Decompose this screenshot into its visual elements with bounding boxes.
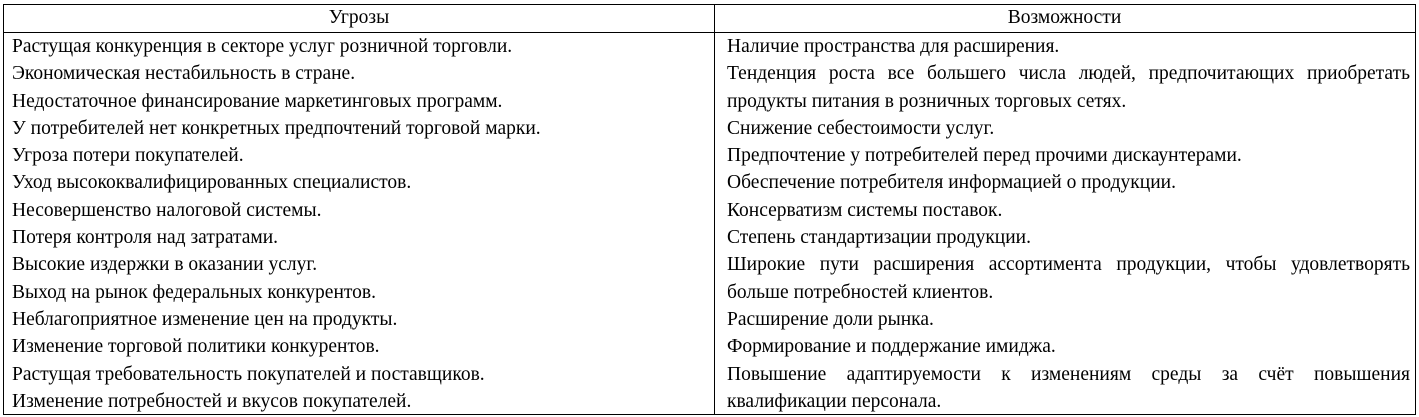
opportunity-item: Формирование и поддержание имиджа. (727, 336, 1056, 358)
threat-item: Недостаточное финансирование маркетинговых программ. (12, 90, 503, 112)
opportunity-item: Консерватизм системы поставок. (727, 199, 1003, 221)
threat-item: Угроза потери покупателей. (12, 145, 244, 167)
threat-item: Растущая требовательность покупателей и поставщиков. (12, 363, 485, 385)
opportunities-column (715, 33, 1415, 414)
threat-item: Выход на рынок федеральных конкурентов. (12, 281, 376, 303)
opportunity-item: Широкие пути расширения ассортимента продукции, чтобы удовлетворять больше потребностей клиентов. (727, 254, 1410, 303)
opportunity-item: Обеспечение потребителя информацией о продукции. (727, 172, 1176, 194)
opportunity-item: Предпочтение у потребителей перед прочими дискаунтерами. (727, 145, 1242, 167)
threats-column (4, 33, 714, 414)
opportunity-item: Степень стандартизации продукции. (727, 227, 1031, 249)
threat-item: Растущая конкуренция в секторе услуг розничной торговли. (12, 36, 513, 57)
threat-item: Изменение торговой политики конкурентов. (12, 336, 380, 358)
threat-item: У потребителей нет конкретных предпочтений торговой марки. (12, 117, 541, 139)
opportunity-item: Наличие пространства для расширения. (727, 36, 1060, 57)
threat-item: Потеря контроля над затратами. (12, 227, 279, 249)
opportunity-item: Тенденция роста все большего числа людей, предпочитающих приобретать продукты питания в розничных торговых сетях. (727, 63, 1410, 112)
threats-header: Угрозы (328, 7, 390, 28)
threat-item: Высокие издержки в оказании услуг. (12, 254, 318, 276)
opportunity-item: Повышение адаптируемости к изменениям среды за счёт повышения квалификации персонала. (727, 363, 1410, 412)
opportunities-header: Возможности (1007, 7, 1122, 28)
opportunity-item: Снижение себестоимости услуг. (727, 117, 995, 139)
threat-item: Уход высококвалифицированных специалистов. (12, 172, 412, 194)
threat-item: Несовершенство налоговой системы. (12, 199, 322, 221)
threat-item: Изменение потребностей и вкусов покупателей. (12, 390, 412, 412)
swot-table (3, 4, 1416, 415)
threat-item: Неблагоприятное изменение цен на продукты. (12, 308, 398, 330)
threat-item: Экономическая нестабильность в стране. (12, 63, 356, 85)
opportunity-item: Расширение доли рынка. (727, 308, 934, 330)
